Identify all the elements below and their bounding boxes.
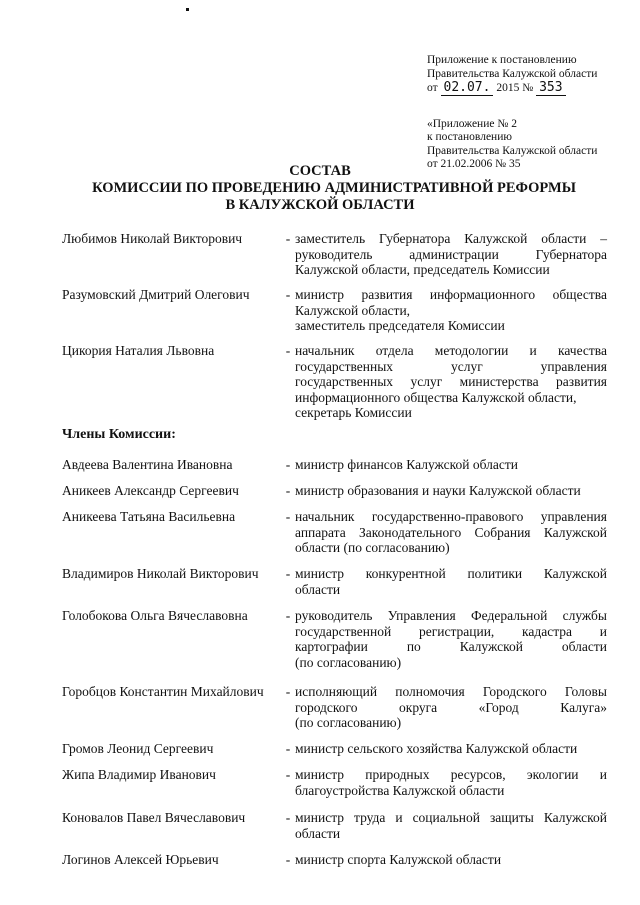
dash-separator: - xyxy=(285,810,291,825)
person-name: Громов Леонид Сергеевич xyxy=(62,741,214,756)
position-line: министр развития информационного общества xyxy=(295,287,607,302)
person-name: Авдеева Валентина Ивановна xyxy=(62,457,233,472)
title-line-3: В КАЛУЖСКОЙ ОБЛАСТИ xyxy=(225,197,415,213)
appendix-block xyxy=(427,54,637,172)
position-line: исполняющий полномочия Городского Головы xyxy=(295,684,607,699)
position-line: Калужской области, xyxy=(295,302,411,318)
person-position xyxy=(295,810,607,841)
person-name: Коновалов Павел Вячеславович xyxy=(62,810,246,825)
person-name: Владимиров Николай Викторович xyxy=(62,566,259,581)
person-name: Любимов Николай Викторович xyxy=(62,231,243,246)
person-name: Аникеева Татьяна Васильевна xyxy=(62,509,236,524)
person-position xyxy=(295,231,607,278)
person-position xyxy=(295,767,607,798)
handwritten-number: 353 xyxy=(536,80,565,96)
dash-separator: - xyxy=(285,741,291,756)
handwritten-date: 02.07. xyxy=(441,80,494,96)
position-line: заместитель председателя Комиссии xyxy=(295,318,505,333)
position-line: благоустройства Калужской области xyxy=(295,782,505,798)
position-line: городского округа «Город Калуга» xyxy=(295,699,607,715)
person-position xyxy=(295,566,607,597)
person-position xyxy=(295,457,607,473)
position-line: области xyxy=(295,825,341,841)
position-line: министр сельского хозяйства Калужской области xyxy=(295,741,578,756)
position-line: министр спорта Калужской области xyxy=(295,852,502,867)
position-line: области xyxy=(295,581,341,597)
dash-separator: - xyxy=(285,608,291,623)
dash-separator: - xyxy=(285,684,291,699)
position-line: заместитель Губернатора Калужской области – xyxy=(295,231,607,246)
scan-speck xyxy=(186,8,189,11)
person-position xyxy=(295,608,607,670)
person-position xyxy=(295,684,607,731)
person-name: Цикория Наталия Львовна xyxy=(62,343,215,358)
old-appendix-line-3: Правительства Калужской области xyxy=(427,144,598,157)
person-name: Логинов Алексей Юрьевич xyxy=(62,852,219,867)
dash-separator: - xyxy=(285,457,291,472)
dash-separator: - xyxy=(285,509,291,524)
position-line: государственных услуг управления xyxy=(295,358,607,374)
position-line: руководитель Управления Федеральной службы xyxy=(295,608,607,623)
person-name: Разумовский Дмитрий Олегович xyxy=(62,287,250,302)
person-position xyxy=(295,483,607,499)
person-position xyxy=(295,741,607,757)
person-name: Аникеев Александр Сергеевич xyxy=(62,483,239,498)
dash-separator: - xyxy=(285,343,291,358)
title-line-2: КОМИССИИ ПО ПРОВЕДЕНИЮ АДМИНИСТРАТИВНОЙ РЕФОРМЫ xyxy=(92,180,576,196)
position-line: информационного общества Калужской области, xyxy=(295,389,577,405)
person-position xyxy=(295,343,607,421)
person-name: Голобокова Ольга Вячеславовна xyxy=(62,608,248,623)
title-line-1: СОСТАВ xyxy=(289,163,351,179)
dash-separator: - xyxy=(285,852,291,867)
position-line: области (по согласованию) xyxy=(295,540,450,555)
dash-separator: - xyxy=(285,767,291,782)
position-line: министр финансов Калужской области xyxy=(295,457,518,472)
members-heading: Члены Комиссии: xyxy=(62,427,176,442)
position-line: государственной регистрации, кадастра и xyxy=(295,623,607,639)
old-appendix-line-1: «Приложение № 2 xyxy=(427,117,517,130)
position-line: министр природных ресурсов, экологии и xyxy=(295,767,607,782)
position-line: руководитель администрации Губернатора xyxy=(295,246,607,262)
person-position xyxy=(295,509,607,556)
year-number-prefix: 2015 № xyxy=(496,82,534,94)
position-line: государственных услуг министерства развития xyxy=(295,374,607,389)
position-line: начальник государственно-правового управления xyxy=(295,509,607,524)
position-line: аппарата Законодательного Собрания Калужской xyxy=(295,524,607,540)
position-line: министр образования и науки Калужской области xyxy=(295,483,581,498)
appendix-line-1: Приложение к постановлению xyxy=(427,54,577,66)
dash-separator: - xyxy=(285,566,291,581)
person-position xyxy=(295,287,607,334)
appendix-line-2: Правительства Калужской области xyxy=(427,67,598,80)
dash-separator: - xyxy=(285,483,291,498)
dash-separator: - xyxy=(285,231,291,246)
position-line: Калужской области, председатель Комиссии xyxy=(295,262,550,277)
person-position xyxy=(295,852,607,868)
position-line: картографии по Калужской области xyxy=(295,639,607,654)
position-line: (по согласованию) xyxy=(295,715,402,730)
dash-separator: - xyxy=(285,287,291,302)
appendix-date-line xyxy=(427,81,637,96)
person-name: Жипа Владимир Иванович xyxy=(62,767,216,782)
position-line: министр конкурентной политики Калужской xyxy=(295,566,607,581)
old-appendix-line-4: от 21.02.2006 № 35 xyxy=(427,158,521,170)
person-name: Горобцов Константин Михайлович xyxy=(62,684,264,699)
position-line: министр труда и социальной защиты Калужской xyxy=(295,810,607,825)
position-line: начальник отдела методологии и качества xyxy=(295,343,607,358)
document-title xyxy=(0,163,640,214)
date-prefix: от xyxy=(427,82,438,94)
position-line: секретарь Комиссии xyxy=(295,405,412,420)
old-appendix-line-2: к постановлению xyxy=(427,131,512,143)
position-line: (по согласованию) xyxy=(295,654,402,670)
